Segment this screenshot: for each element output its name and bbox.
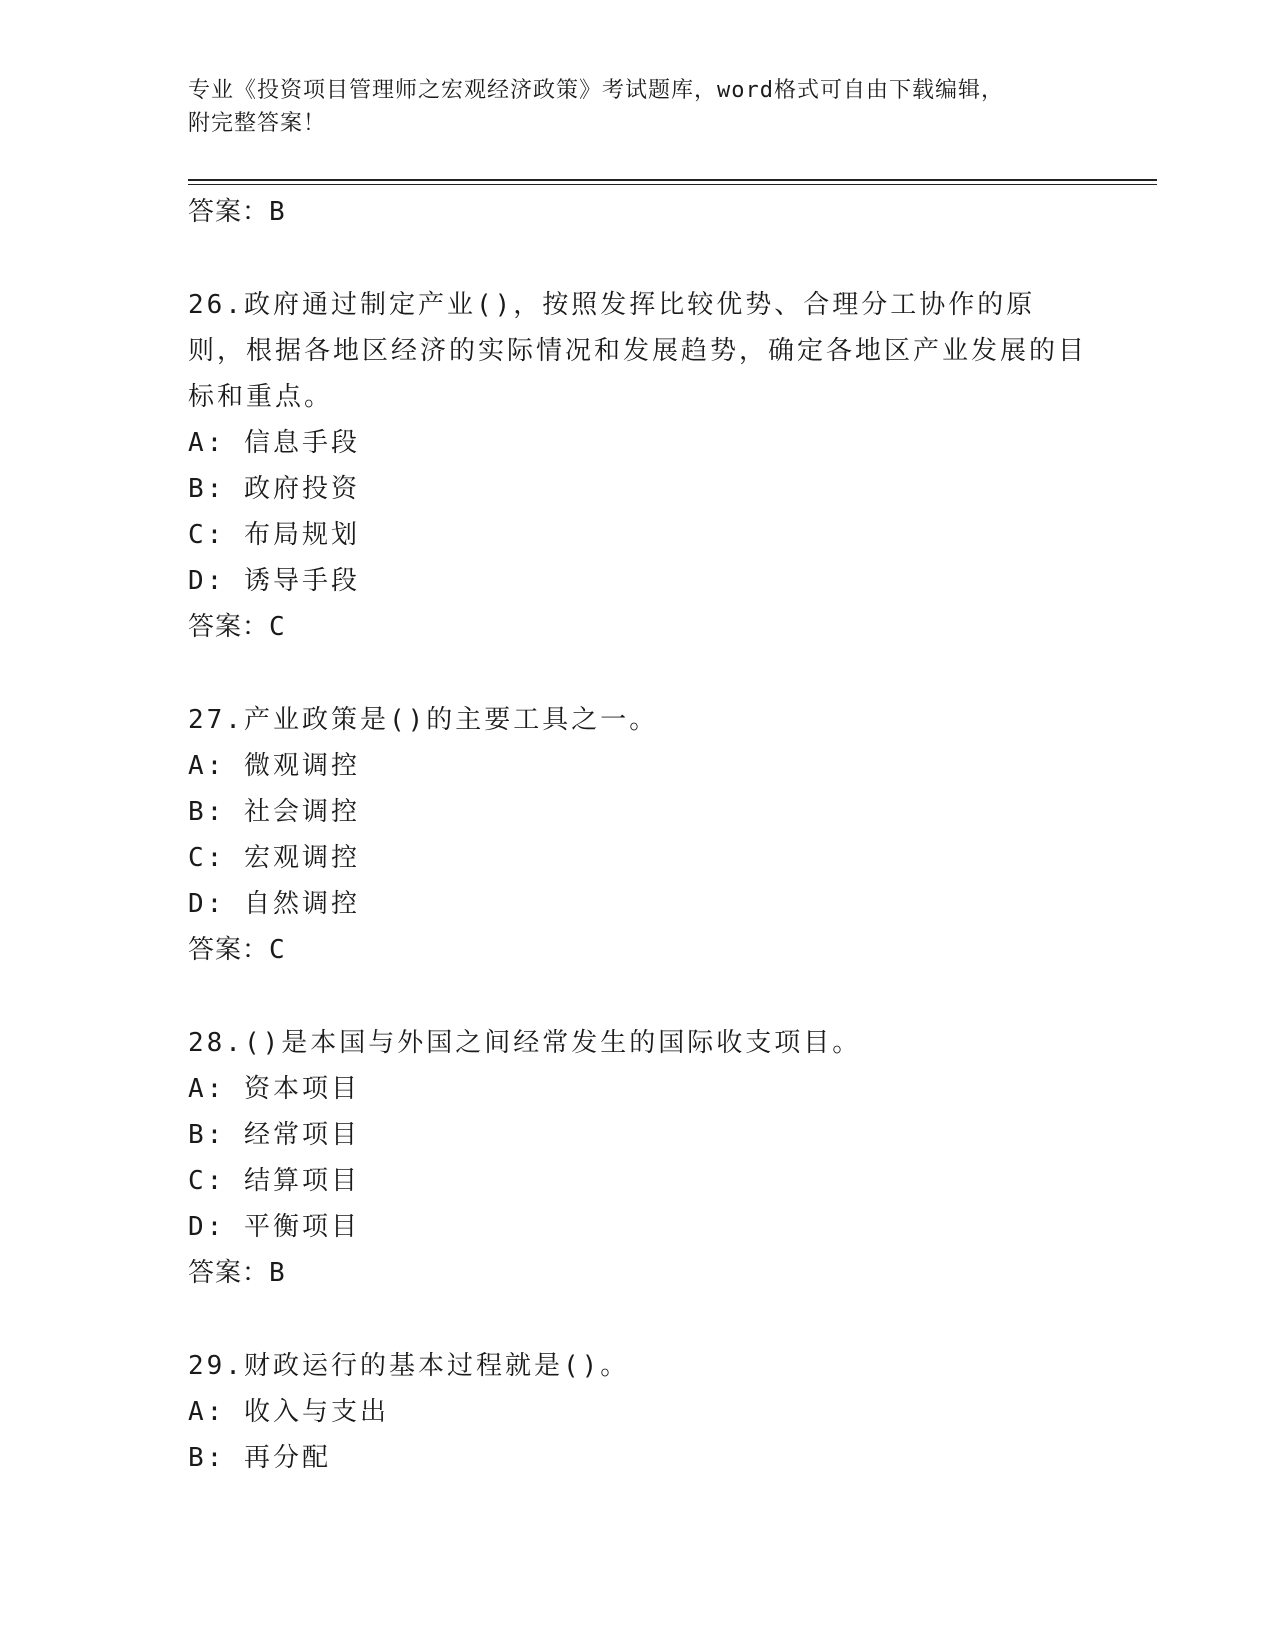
question-text: 26.政府通过制定产业()，按照发挥比较优势、合理分工协作的原则，根据各地区经济的实际情况和发展趋势，确定各地区产业发展的目标和重点。 (188, 290, 1088, 412)
option-d: D: 诱导手段 (188, 566, 360, 596)
header-line-1: 专业《投资项目管理师之宏观经济政策》考试题库，word格式可自由下载编辑， (188, 78, 1004, 103)
answer-line: 答案：B (188, 1258, 286, 1288)
answer-line: 答案：B (188, 197, 286, 227)
option-c: C: 结算项目 (188, 1166, 360, 1196)
spacer (188, 1296, 1088, 1343)
option-b: B: 社会调控 (188, 797, 360, 827)
option-a: A: 收入与支出 (188, 1397, 389, 1427)
option-c: C: 布局规划 (188, 520, 360, 550)
option-c: C: 宏观调控 (188, 843, 360, 873)
spacer (188, 235, 1088, 282)
question-text: 28.()是本国与外国之间经常发生的国际收支项目。 (188, 1028, 862, 1058)
answer-line: 答案：C (188, 612, 286, 642)
document-header (188, 74, 1088, 140)
option-b: B: 政府投资 (188, 474, 360, 504)
answer-line: 答案：C (188, 935, 286, 965)
question-text: 29.财政运行的基本过程就是()。 (188, 1351, 630, 1381)
spacer (188, 650, 1088, 697)
spacer (188, 973, 1088, 1020)
option-d: D: 平衡项目 (188, 1212, 360, 1242)
question-list (188, 189, 1088, 1481)
header-divider-thin (188, 184, 1157, 185)
option-b: B: 经常项目 (188, 1120, 360, 1150)
header-divider-thick (188, 179, 1157, 181)
header-line-2: 附完整答案！ (188, 111, 327, 136)
option-a: A: 微观调控 (188, 751, 360, 781)
question-text: 27.产业政策是()的主要工具之一。 (188, 705, 659, 735)
option-a: A: 资本项目 (188, 1074, 360, 1104)
option-a: A: 信息手段 (188, 428, 360, 458)
option-b: B: 再分配 (188, 1443, 331, 1473)
option-d: D: 自然调控 (188, 889, 360, 919)
